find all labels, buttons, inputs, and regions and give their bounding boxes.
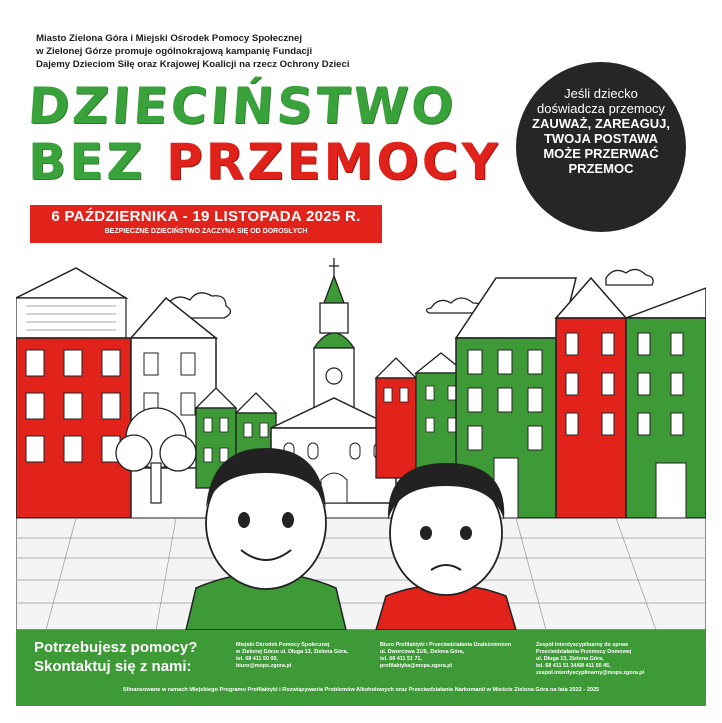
banner-subtitle: BEZPIECZNE DZIECIŃSTWO ZACZYNA SIĘ OD DOROSŁYCH (104, 228, 308, 235)
circle-line-4: TWOJA POSTAWA (543, 131, 659, 146)
contact-zespol-line-4: tel. 68 411 51 34/68 411 50 45, (536, 663, 611, 669)
contact-biuro-line-3: tel. 68 411 51 71, (380, 656, 422, 662)
intro-text (36, 32, 396, 71)
contact-mops-line-3: tel. 68 411 50 00, (236, 656, 278, 662)
help-heading (34, 638, 197, 676)
intro-line-1: Miasto Zielona Góra i Miejski Ośrodek Pomocy Społecznej (36, 33, 303, 44)
contact-mops (236, 642, 348, 670)
circle-line-5: MOŻE PRZERWAĆ (543, 146, 659, 161)
contact-biuro-line-2: ul. Dworcowa 31/6, Zielona Góra, (380, 649, 465, 655)
contact-zespol-line-1: Zespół Interdyscyplinarny do spraw (536, 642, 628, 648)
contact-mops-email[interactable]: biuro@mops.zgora.pl (236, 663, 292, 669)
contact-biuro (380, 642, 511, 670)
help-line-2: Skontaktuj się z nami: (34, 658, 192, 675)
town-illustration (16, 258, 706, 630)
message-circle (516, 62, 686, 232)
contact-biuro-email[interactable]: profilaktyka@mops.zgora.pl (380, 663, 453, 669)
clock-icon (326, 368, 342, 384)
intro-line-3: Dajemy Dzieciom Siłę oraz Krajowej Koalicji na rzecz Ochrony Dzieci (36, 59, 350, 70)
contact-footer (16, 630, 706, 706)
circle-line-3: ZAUWAŻ, ZAREAGUJ, (532, 116, 670, 131)
campaign-title (25, 77, 501, 191)
town-illustration-svg (16, 258, 706, 630)
contact-zespol (536, 642, 644, 677)
contact-mops-line-1: Miejski Ośrodek Pomocy Społecznej (236, 642, 330, 648)
circle-line-2: doświadcza przemocy (537, 101, 665, 116)
intro-line-2: w Zielonej Górze promuje ogólnokrajową kampanię Fundacji (36, 46, 313, 57)
contact-zespol-line-2: Przeciwdziałania Przemocy Domowej (536, 649, 632, 655)
contact-mops-line-2: w Zielonej Górze ul. Długa 13, Zielona Góra, (236, 649, 349, 655)
help-line-1: Potrzebujesz pomocy? (34, 639, 198, 656)
title-line-2 (28, 134, 501, 190)
funding-note: Sfinansowane w ramach Miejskiego Programu Profilaktyki i Rozwiązywania Problemów Alkoholowych oraz Przeciwdziałania Narkomanii w Mieście Zielona Góra na lata 2022 - 2025 (122, 687, 600, 693)
campaign-dates: 6 PAŹDZIERNIKA - 19 LISTOPADA 2025 R. (51, 208, 361, 225)
contact-zespol-email[interactable]: zespol.interdyscyplinarny@mops.zgora.pl (536, 670, 645, 676)
contact-biuro-line-1: Biuro Profilaktyki i Przeciwdziałania Uzależnieniom (380, 642, 511, 648)
child-right (376, 463, 516, 630)
title-line-1: DZIECIŃSTWO (25, 77, 459, 135)
contact-zespol-line-3: ul. Długa 13, Zielona Góra, (536, 656, 604, 662)
title-word-bez: BEZ (28, 133, 146, 191)
circle-line-1: Jeśli dziecko (564, 86, 638, 101)
title-word-przemocy: PRZEMOCY (165, 133, 501, 191)
dates-banner (30, 205, 382, 243)
circle-line-6: PRZEMOC (568, 161, 634, 176)
